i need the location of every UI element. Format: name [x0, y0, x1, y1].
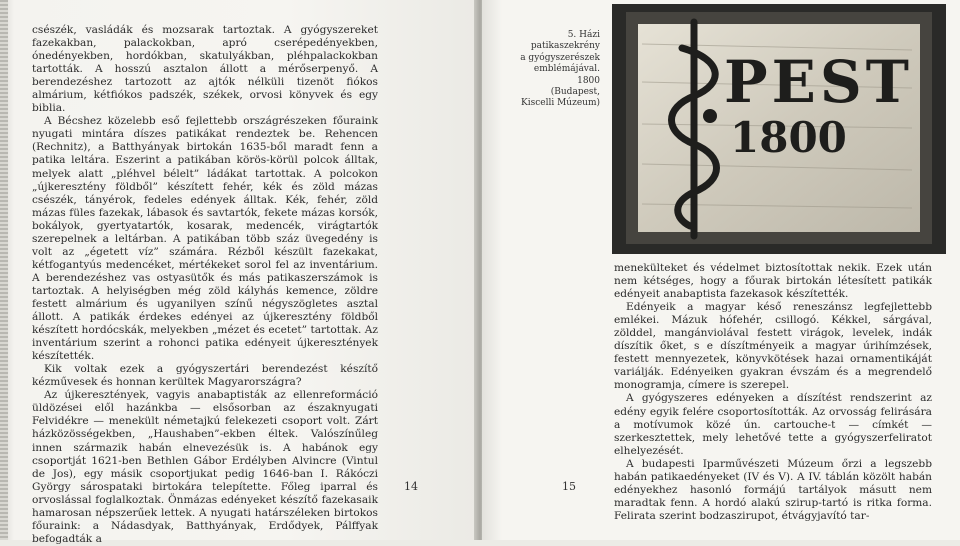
- inscription-year: 1800: [730, 113, 847, 162]
- left-page-text: [32, 24, 378, 546]
- caption-line-7: Kiscelli Múzeum): [520, 98, 600, 109]
- right-paragraph-2: Edényeik a magyar késő reneszánsz legfejlettebb emlékei. Mázuk hófehér, csillogó. Kékkel, sárgával, zölddel, mangánviolával festett virágok, levelek, indák díszítik őket, s e díszítményeik a magyar úrihímzések, festett mennyezetek, könyvkötések hazai ornamentikáját variálják. Edényeiken gyakran évszám és a megrendelő monogramja, címere is szerepel.: [614, 301, 932, 392]
- caption-line-2: patikaszekrény: [530, 41, 600, 52]
- left-paragraph-1: csészék, vasládák és mozsarak tartoztak. A gyógyszereket fazekakban, palackokban, apró cserépedényekben, ónedényekben, hordókban, skatulyákban, pléhpalackokban tartották. A hosszú asztalon állott a mérőserpenyő. A berendezéshez tartozott az ajtók nélküli tizenöt fiókos almárium, kétfiókos padszék, székek, orvosi könyvek és egy biblia.: [32, 24, 378, 115]
- left-page-number: 14: [404, 480, 418, 493]
- right-paragraph-1: menekülteket és védelmet biztosítottak nekik. Ezek után nem kétséges, hogy a főurak birtokán létesített patikák edényeit anabaptista fazekasok készítették.: [614, 262, 932, 301]
- left-paragraph-3: Kik voltak ezek a gyógyszertári berendezést készítő kézművesek és honnan kerültek Magyarországra?: [32, 363, 378, 389]
- cabinet-photo-svg: [612, 4, 946, 254]
- left-page: [0, 0, 478, 545]
- right-paragraph-3: A gyógyszeres edényeken a díszítést rendszerint az edény egyik felére csoportosították. Az orvosság felirására a motívumok közé ún. cartouche-t — címkét — szerkesztettek, mely lehetővé tette a gyógyszerfeliratot elhelyezését.: [614, 392, 932, 457]
- left-page-edge: [0, 0, 8, 540]
- caption-line-4: emblémájával.: [533, 64, 600, 75]
- emblem-knob: [703, 109, 717, 123]
- left-paragraph-2: A Bécshez közelebb eső fejlettebb országrészeken főuraink nyugati mintára díszes patikákat rendeztek be. Rehencen (Rechnitz), a Batthyányak birtokán 1635-ből maradt fenn a patika leltára. Eszerint a patikában körös-körül polcok álltak, melyek alatt „pléhvel bélelt” ládákat tartottak. A polcokon „újkeresztény földből” készített fehér, kék és zöld mázas csészék, tányérok, fedeles edények álltak. Kék, fehér, zöld mázas füles fazekak, lábasok és savtartók, fekete mázas korsók, bokályok, gyertyatartók, kosarak, medencék, virágtartók szerepelnek a leltárban. A patikában több száz üvegedény is volt az „égetett víz” számára. Rézből készült fazekakat, kétfogantyús medencéket, mértékeket sorol fel az inventárium. A berendezéshez vas ostyasütők és más patikaszerszámok is tartoztak. A helyiségben még zöld kályhás kemence, zöldre festett almárium és ugyanilyen színű négyszögletes asztal állott. A patikák érdekes edényei az újkeresztény földből készített hordócskák, melyekben „mézet és ecetet” tartottak. Az inventárium szerint a rohonci patika edényeit újkeresztények készítették.: [32, 115, 378, 363]
- caption-line-1: 5. Házi: [567, 30, 600, 40]
- figure-caption: [508, 30, 600, 110]
- caption-line-3: a gyógyszerészek: [520, 52, 600, 63]
- right-paragraph-4: A budapesti Iparművészeti Múzeum őrzi a legszebb habán patikaedényeket (IV és V). A IV. táblán közölt habán edényekhez hasonló formájú tartályok másutt nem maradtak fenn. A hordó alakú szirup-tartó is ritka forma. Felirata szerint bodzaszirupot, étvágyjavító tar-: [614, 457, 932, 522]
- inscription-pest: PEST: [724, 48, 913, 116]
- cabinet-photo: [612, 4, 946, 254]
- caption-line-5: 1800: [577, 75, 600, 86]
- left-paragraph-4: Az újkeresztények, vagyis anabaptisták az ellenreformáció üldözései elől hazánkba — elsősorban az északnyugati Felvidékre — menekült németajkú felekezeti csoport volt. Zárt házközösségekben, „Haushaben”-ekben éltek. Valószínűleg innen származik habán elnevezésük is. A habánok egy csoportját 1621-ben Bethlen Gábor Erdélyben Alvincre (Vintul de Jos), egy másik csoportjukat pedig 1646-ban I. Rákóczi György sárospataki birtokára telepítette. Főleg iparral és orvoslással foglalkoztak. Önmázas edényeket készítő fazekasaik hamarosan népszerűek lettek. A nyugati határszéleken birtokos főuraink: a Nádasdyak, Batthyányak, Erdődyek, Pálffyak befogadták a: [32, 389, 378, 545]
- right-page-text: [614, 262, 932, 523]
- caption-line-6: (Budapest,: [550, 87, 600, 98]
- right-page-number: 15: [562, 480, 576, 493]
